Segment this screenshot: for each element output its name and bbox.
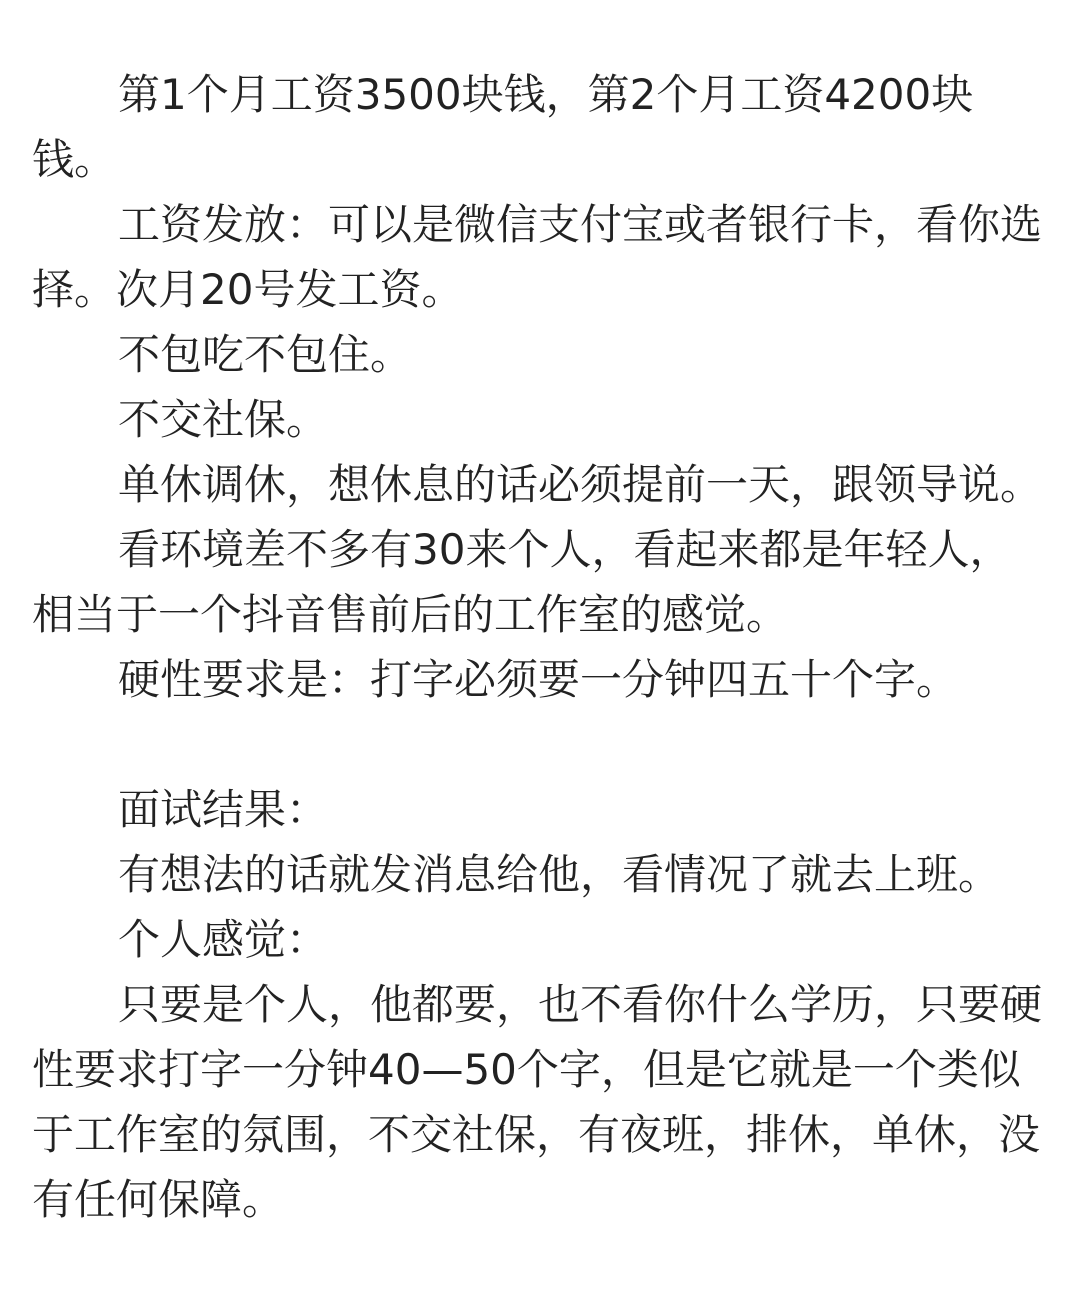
heading-interview-result: 面试结果：	[118, 785, 329, 834]
paragraph-spacer	[32, 712, 1042, 777]
heading-personal-feeling: 个人感觉：	[118, 915, 329, 964]
paragraph-interview-result: 有想法的话就发消息给他，看情况了就去上班。	[118, 850, 1001, 899]
paragraph-personal-feeling: 只要是个人，他都要，也不看你什么学历，只要硬性要求打字一分钟40—50个字，但是它就是一个类似于工作室的氛围，不交社保，有夜班，排休，单休，没有任何保障。	[32, 980, 1043, 1224]
paragraph-rest-policy: 单休调休，想休息的话必须提前一天，跟领导说。	[118, 460, 1043, 509]
paragraph-payment-method: 工资发放：可以是微信支付宝或者银行卡，看你选择。次月20号发工资。	[32, 200, 1043, 314]
paragraph-salary: 第1个月工资3500块钱，第2个月工资4200块钱。	[32, 70, 974, 184]
paragraph-no-social-insurance: 不交社保。	[118, 395, 329, 444]
paragraph-typing-requirement: 硬性要求是：打字必须要一分钟四五十个字。	[118, 655, 959, 704]
paragraph-environment: 看环境差不多有30来个人，看起来都是年轻人，相当于一个抖音售前后的工作室的感觉。	[32, 525, 1012, 639]
article-body	[32, 62, 1042, 1232]
paragraph-no-food-housing: 不包吃不包住。	[118, 330, 413, 379]
